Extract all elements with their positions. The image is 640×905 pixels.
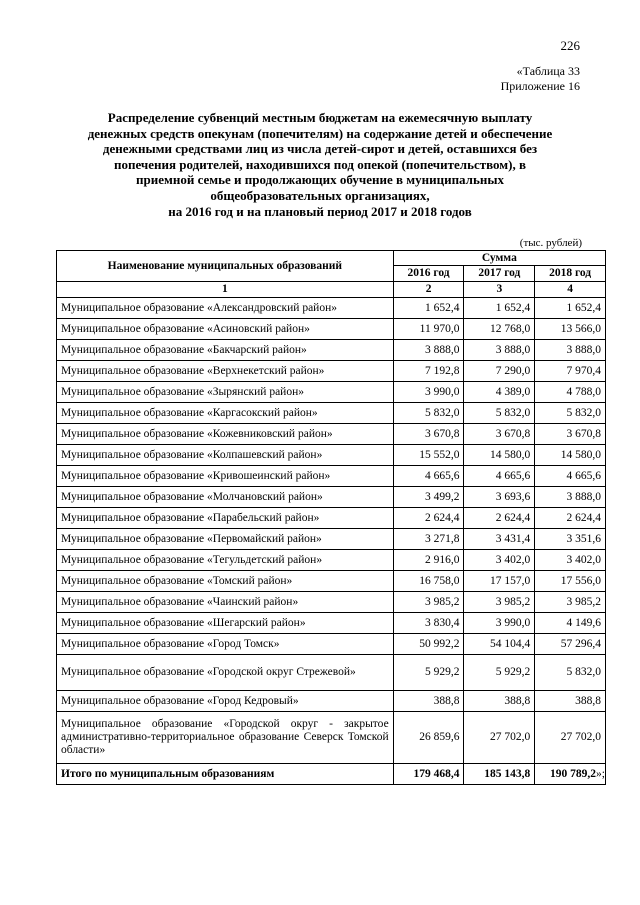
value-2016: 4 665,6 — [393, 466, 464, 487]
title-line: Распределение субвенций местным бюджетам на ежемесячную выплату — [107, 110, 533, 125]
value-2017: 3 670,8 — [464, 424, 535, 445]
title-line: попечения родителей, находившихся под опекой (попечительством), в — [114, 156, 526, 172]
table-row — [57, 655, 606, 691]
header-year-2017: 2017 год — [464, 266, 535, 282]
municipality-name: Муниципальное образование «Городской округ Стрежевой» — [57, 655, 394, 691]
table-row — [57, 403, 606, 424]
total-row — [57, 764, 606, 785]
value-2018: 3 888,0 — [535, 340, 606, 361]
value-2016: 50 992,2 — [393, 634, 464, 655]
value-2018: 14 580,0 — [535, 445, 606, 466]
municipality-name: Муниципальное образование «Город Кедровый» — [57, 691, 394, 712]
value-2016: 3 990,0 — [393, 382, 464, 403]
value-2018: 5 832,0 — [535, 655, 606, 691]
municipality-name: Муниципальное образование «Молчановский район» — [57, 487, 394, 508]
value-2016: 2 624,4 — [393, 508, 464, 529]
title-line: приемной семье и продолжающих обучение в муниципальных — [136, 172, 504, 188]
closing-quote: »; — [596, 767, 605, 780]
municipality-name: Муниципальное образование «Каргасокский район» — [57, 403, 394, 424]
municipality-name: Муниципальное образование «Городской округ - закрытое административно-территориальное образование Северск Томской области» — [57, 712, 394, 764]
title-line: общеобразовательных организациях, — [210, 187, 430, 203]
table-row — [57, 712, 606, 764]
column-number: 4 — [535, 282, 606, 298]
value-2018: 27 702,0 — [535, 712, 606, 764]
value-2018: 2 624,4 — [535, 508, 606, 529]
municipality-name: Муниципальное образование «Парабельский район» — [57, 508, 394, 529]
value-2017: 1 652,4 — [464, 298, 535, 319]
subvention-table — [56, 250, 606, 785]
municipality-name: Муниципальное образование «Тегульдетский район» — [57, 550, 394, 571]
value-2017: 17 157,0 — [464, 571, 535, 592]
value-2017: 3 985,2 — [464, 592, 535, 613]
municipality-name: Муниципальное образование «Кривошеинский район» — [57, 466, 394, 487]
header-year-2018: 2018 год — [535, 266, 606, 282]
appendix-label: Приложение 16 — [500, 79, 580, 93]
value-2016: 388,8 — [393, 691, 464, 712]
value-2016: 5 929,2 — [393, 655, 464, 691]
value-2017: 2 624,4 — [464, 508, 535, 529]
value-2018: 57 296,4 — [535, 634, 606, 655]
value-2018: 7 970,4 — [535, 361, 606, 382]
value-2017: 3 431,4 — [464, 529, 535, 550]
value-2018: 3 888,0 — [535, 487, 606, 508]
total-2016: 179 468,4 — [393, 764, 464, 785]
header-municipality: Наименование муниципальных образований — [57, 251, 394, 282]
municipality-name: Муниципальное образование «Александровский район» — [57, 298, 394, 319]
value-2017: 54 104,4 — [464, 634, 535, 655]
municipality-name: Муниципальное образование «Колпашевский район» — [57, 445, 394, 466]
value-2017: 5 832,0 — [464, 403, 535, 424]
value-2017: 27 702,0 — [464, 712, 535, 764]
municipality-name: Муниципальное образование «Зырянский район» — [57, 382, 394, 403]
value-2016: 3 888,0 — [393, 340, 464, 361]
municipality-name: Муниципальное образование «Город Томск» — [57, 634, 394, 655]
value-2018: 13 566,0 — [535, 319, 606, 340]
table-row — [57, 592, 606, 613]
municipality-name: Муниципальное образование «Первомайский район» — [57, 529, 394, 550]
table-row — [57, 691, 606, 712]
value-2017: 388,8 — [464, 691, 535, 712]
table-row — [57, 634, 606, 655]
value-2016: 11 970,0 — [393, 319, 464, 340]
page-number: 226 — [560, 38, 580, 53]
value-2018: 3 351,6 — [535, 529, 606, 550]
value-2018: 4 665,6 — [535, 466, 606, 487]
column-number: 2 — [393, 282, 464, 298]
table-label: «Таблица 33 — [516, 64, 580, 78]
value-2017: 14 580,0 — [464, 445, 535, 466]
table-row — [57, 424, 606, 445]
units-label: (тыс. рублей) — [519, 237, 582, 249]
column-number-row — [57, 282, 606, 298]
title-line: денежных средств опекунам (попечителям) на содержание детей и обеспечение — [87, 125, 553, 141]
value-2016: 16 758,0 — [393, 571, 464, 592]
municipality-name: Муниципальное образование «Кожевниковский район» — [57, 424, 394, 445]
table-row — [57, 571, 606, 592]
value-2016: 26 859,6 — [393, 712, 464, 764]
value-2018: 17 556,0 — [535, 571, 606, 592]
value-2016: 1 652,4 — [393, 298, 464, 319]
value-2016: 15 552,0 — [393, 445, 464, 466]
column-number: 3 — [464, 282, 535, 298]
title-line: на 2016 год и на плановый период 2017 и 2018 годов — [168, 203, 472, 219]
title-line: денежными средствами лиц из числа детей-сирот и детей, оставшихся без — [102, 141, 538, 157]
value-2017: 5 929,2 — [464, 655, 535, 691]
value-2018: 5 832,0 — [535, 403, 606, 424]
header-year-2016: 2016 год — [393, 266, 464, 282]
table-reference — [501, 64, 580, 94]
value-2018: 3 985,2 — [535, 592, 606, 613]
value-2017: 7 290,0 — [464, 361, 535, 382]
table-row — [57, 445, 606, 466]
value-2017: 4 389,0 — [464, 382, 535, 403]
value-2018: 4 788,0 — [535, 382, 606, 403]
value-2016: 2 916,0 — [393, 550, 464, 571]
table-body — [57, 282, 606, 785]
value-2017: 3 402,0 — [464, 550, 535, 571]
value-2018: 3 402,0 — [535, 550, 606, 571]
table-row — [57, 361, 606, 382]
value-2017: 3 888,0 — [464, 340, 535, 361]
table-row — [57, 382, 606, 403]
total-2018-cell — [535, 764, 606, 785]
value-2018: 1 652,4 — [535, 298, 606, 319]
total-label: Итого по муниципальным образованиям — [57, 764, 394, 785]
municipality-name: Муниципальное образование «Верхнекетский район» — [57, 361, 394, 382]
municipality-name: Муниципальное образование «Бакчарский район» — [57, 340, 394, 361]
value-2016: 5 832,0 — [393, 403, 464, 424]
table-row — [57, 550, 606, 571]
municipality-name: Муниципальное образование «Асиновский район» — [57, 319, 394, 340]
value-2016: 3 499,2 — [393, 487, 464, 508]
total-2017: 185 143,8 — [464, 764, 535, 785]
table-row — [57, 319, 606, 340]
municipality-name: Муниципальное образование «Шегарский район» — [57, 613, 394, 634]
value-2018: 4 149,6 — [535, 613, 606, 634]
value-2017: 3 693,6 — [464, 487, 535, 508]
value-2016: 3 271,8 — [393, 529, 464, 550]
table-row — [57, 508, 606, 529]
municipality-name: Муниципальное образование «Чаинский район» — [57, 592, 394, 613]
header-sum: Сумма — [393, 251, 605, 266]
value-2018: 3 670,8 — [535, 424, 606, 445]
table-row — [57, 466, 606, 487]
value-2016: 3 985,2 — [393, 592, 464, 613]
value-2016: 7 192,8 — [393, 361, 464, 382]
value-2018: 388,8 — [535, 691, 606, 712]
value-2016: 3 670,8 — [393, 424, 464, 445]
table-row — [57, 487, 606, 508]
table-row — [57, 298, 606, 319]
municipality-name: Муниципальное образование «Томский район» — [57, 571, 394, 592]
total-2018: 190 789,2 — [550, 767, 597, 780]
table-row — [57, 529, 606, 550]
value-2016: 3 830,4 — [393, 613, 464, 634]
value-2017: 12 768,0 — [464, 319, 535, 340]
table-row — [57, 340, 606, 361]
value-2017: 3 990,0 — [464, 613, 535, 634]
document-title — [70, 110, 570, 219]
table-row — [57, 613, 606, 634]
value-2017: 4 665,6 — [464, 466, 535, 487]
column-number: 1 — [57, 282, 394, 298]
